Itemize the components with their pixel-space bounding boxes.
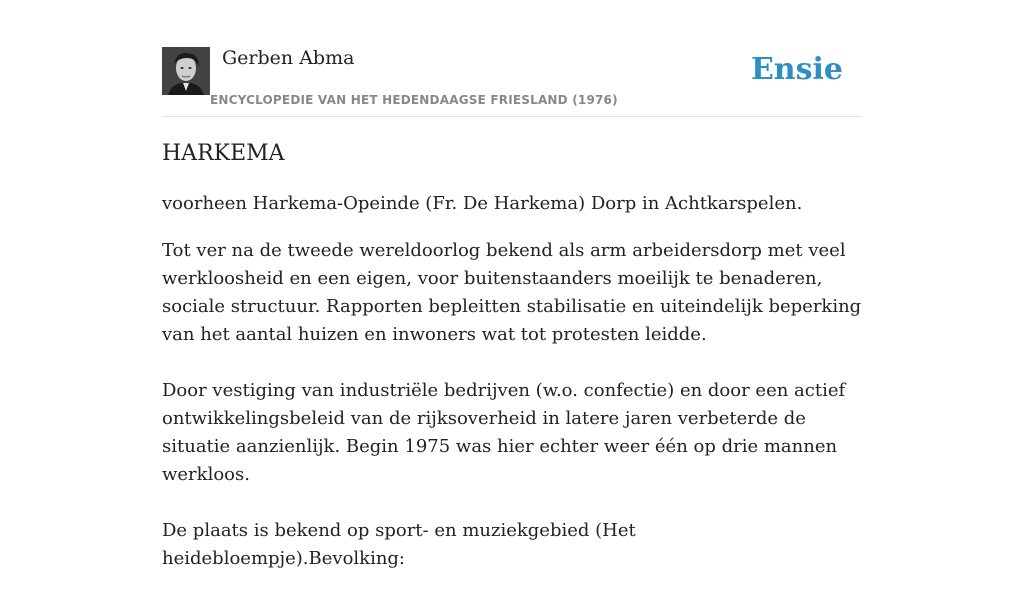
author-portrait-icon bbox=[162, 47, 210, 95]
article-paragraph: De plaats is bekend op sport- en muziekgebied (Het heidebloempje).Bevolking: bbox=[162, 520, 636, 569]
author-name[interactable]: Gerben Abma bbox=[222, 47, 355, 69]
header bbox=[162, 46, 862, 117]
article-title: HARKEMA bbox=[162, 141, 285, 166]
article-paragraph: Tot ver na de tweede wereldoorlog bekend als arm arbeidersdorp met veel werkloosheid en een eigen, voor buitenstaanders moeilijk te benaderen, sociale structuur. Rapporten bepleitten stabilisatie en uiteindelijk beperking van het aantal huizen en inwoners wat tot protesten leidde. bbox=[162, 240, 862, 345]
article-subtitle: voorheen Harkema-Opeinde (Fr. De Harkema) Dorp in Achtkarspelen. bbox=[162, 193, 803, 214]
avatar[interactable] bbox=[162, 47, 210, 95]
source-label[interactable]: ENCYCLOPEDIE VAN HET HEDENDAAGSE FRIESLAND (1976) bbox=[210, 93, 618, 107]
article-paragraph: Door vestiging van industriële bedrijven (w.o. confectie) en door een actief ontwikkelingsbeleid van de rijksoverheid in latere jaren verbeterde de situatie aanzienlijk. Begin 1975 was hier echter weer één op drie mannen werkloos. bbox=[162, 380, 846, 485]
article bbox=[162, 138, 862, 601]
brand-logo[interactable]: Ensie bbox=[750, 52, 843, 87]
